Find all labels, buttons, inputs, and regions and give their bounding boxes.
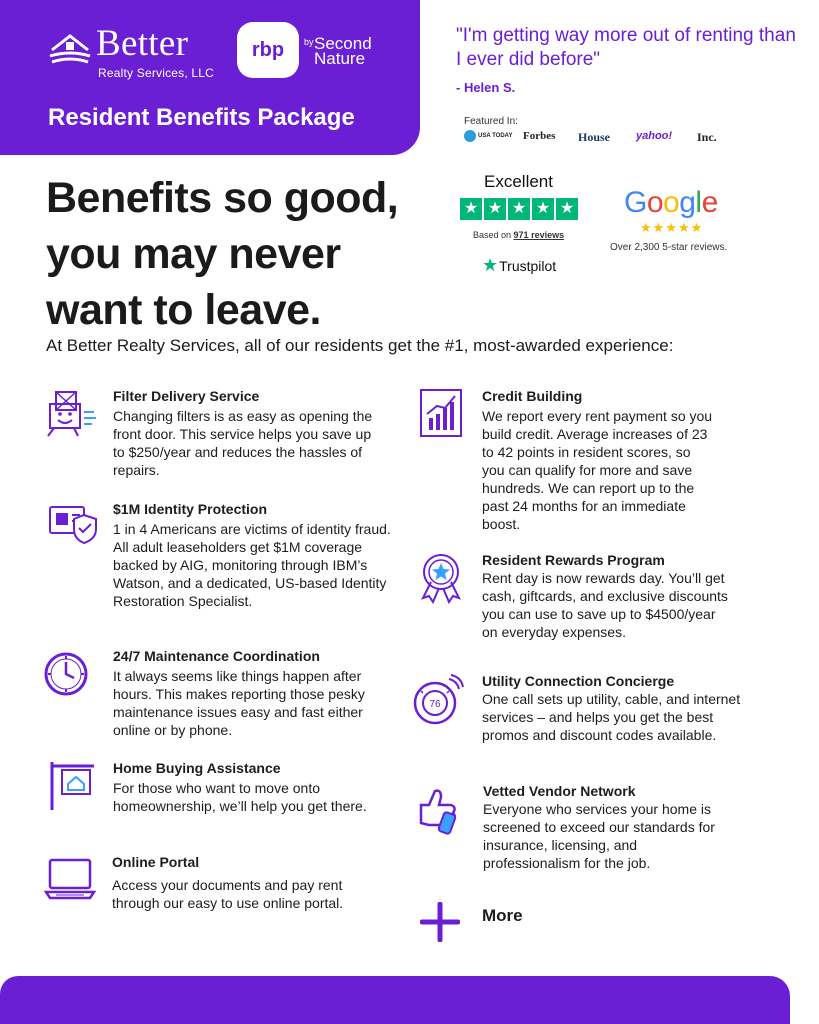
press-logo-usatoday: USA TODAY xyxy=(464,130,512,142)
house-sign-icon xyxy=(46,760,98,812)
package-title: Resident Benefits Package xyxy=(48,104,355,131)
partner-by: by xyxy=(304,37,314,47)
thermostat-icon xyxy=(413,673,465,725)
benefit-title: Credit Building xyxy=(482,388,583,404)
star-icon: ★ xyxy=(532,198,554,220)
benefit-title: Resident Rewards Program xyxy=(482,552,665,568)
benefit-title: Filter Delivery Service xyxy=(113,388,260,404)
plus-icon xyxy=(420,902,460,942)
google-logo: Google xyxy=(624,186,718,219)
brand-subtitle: Realty Services, LLC xyxy=(98,66,215,80)
benefit-title: Online Portal xyxy=(112,854,200,870)
filter-box-icon xyxy=(44,388,96,440)
benefit-title: Home Buying Assistance xyxy=(113,760,281,776)
headline: Benefits so good, you may never want to leave. xyxy=(46,174,399,334)
partner-name: Second Nature xyxy=(314,34,372,68)
bar-chart-icon xyxy=(417,388,469,440)
usatoday-dot-icon xyxy=(464,130,476,142)
benefit-desc: For those who want to move onto homeownership, we’ll help you get there. xyxy=(113,780,367,814)
thumbs-up-icon xyxy=(413,783,465,835)
google-reviews-text: Over 2,300 5-star reviews. xyxy=(610,242,728,253)
benefit-desc: One call sets up utility, cable, and internet services – and helps you get the best promos and discount codes available. xyxy=(482,691,741,743)
house-logo-icon xyxy=(48,30,92,70)
press-logo-forbes: Forbes xyxy=(523,130,556,142)
trustpilot-star-icon: ★ xyxy=(482,255,499,275)
benefit-desc: We report every rent payment so you build credit. Average increases of 23 to 42 points in resident scores, so you can qualify for more and save hundreds. We can report up to the past 24 months for an immediate boost. xyxy=(482,408,713,532)
benefit-title: 24/7 Maintenance Coordination xyxy=(113,648,320,664)
press-logo-yahoo: yahoo! xyxy=(636,130,673,142)
benefit-desc: Access your documents and pay rent through our easy to use online portal. xyxy=(112,877,344,911)
clock-icon xyxy=(44,648,96,700)
press-logo-inc: Inc. xyxy=(697,130,717,144)
benefit-title: Utility Connection Concierge xyxy=(482,673,675,689)
laptop-icon xyxy=(44,854,96,906)
trustpilot-based-on: Based on 971 reviews xyxy=(473,230,565,240)
award-ribbon-icon xyxy=(417,552,469,604)
benefit-desc: Rent day is now rewards day. You’ll get cash, giftcards, and exclusive discounts you can use to save up to $4500/year on everyday expenses. xyxy=(482,570,728,640)
intro-text: At Better Realty Services, all of our residents get the #1, most-awarded experience: xyxy=(46,336,674,355)
trustpilot-logo: ★Trustpilot xyxy=(482,255,557,275)
benefit-title: $1M Identity Protection xyxy=(113,501,268,517)
star-icon: ★ xyxy=(556,198,578,220)
trustpilot-review-count[interactable]: 971 reviews xyxy=(513,230,565,240)
star-icon: ★ xyxy=(460,198,482,220)
benefit-desc: It always seems like things happen after hours. This makes reporting those pesky maintenance issues easy and fast either online or by phone. xyxy=(113,668,365,738)
more-button[interactable] xyxy=(420,902,460,942)
better-realty-logo xyxy=(48,23,228,86)
benefit-desc: Changing filters is as easy as opening the front door. This service helps you save up to $250/year and reduces the hassles of repairs. xyxy=(113,408,373,478)
rbp-badge: rbp xyxy=(237,22,299,78)
star-icon: ★ xyxy=(484,198,506,220)
trustpilot-rating-word: Excellent xyxy=(484,172,553,191)
benefit-desc: 1 in 4 Americans are victims of identity fraud. All adult leaseholders get $1M coverage backed by AIG, monitoring through IBM’s Watson, and a dedicated, US-based Identity Restoration Specialist. xyxy=(113,521,391,609)
svg-text:76: 76 xyxy=(429,699,441,710)
more-label[interactable]: More xyxy=(482,906,523,925)
brand-name: Better xyxy=(96,23,189,64)
google-stars: ★★★★★ xyxy=(640,220,704,235)
press-logo-house: House xyxy=(578,130,611,144)
benefit-desc: Everyone who services your home is screened to exceed our standards for insurance, licensing, and professionalism for the job. xyxy=(483,801,715,871)
id-card-shield-icon xyxy=(46,501,98,553)
footer-bar xyxy=(0,976,790,1024)
testimonial-author: - Helen S. xyxy=(456,80,516,95)
testimonial-quote: "I'm getting way more out of renting than I ever did before" xyxy=(456,25,796,70)
featured-in-label: Featured In: xyxy=(464,116,518,127)
benefit-title: Vetted Vendor Network xyxy=(483,783,636,799)
star-icon: ★ xyxy=(508,198,530,220)
trustpilot-stars xyxy=(460,198,578,220)
